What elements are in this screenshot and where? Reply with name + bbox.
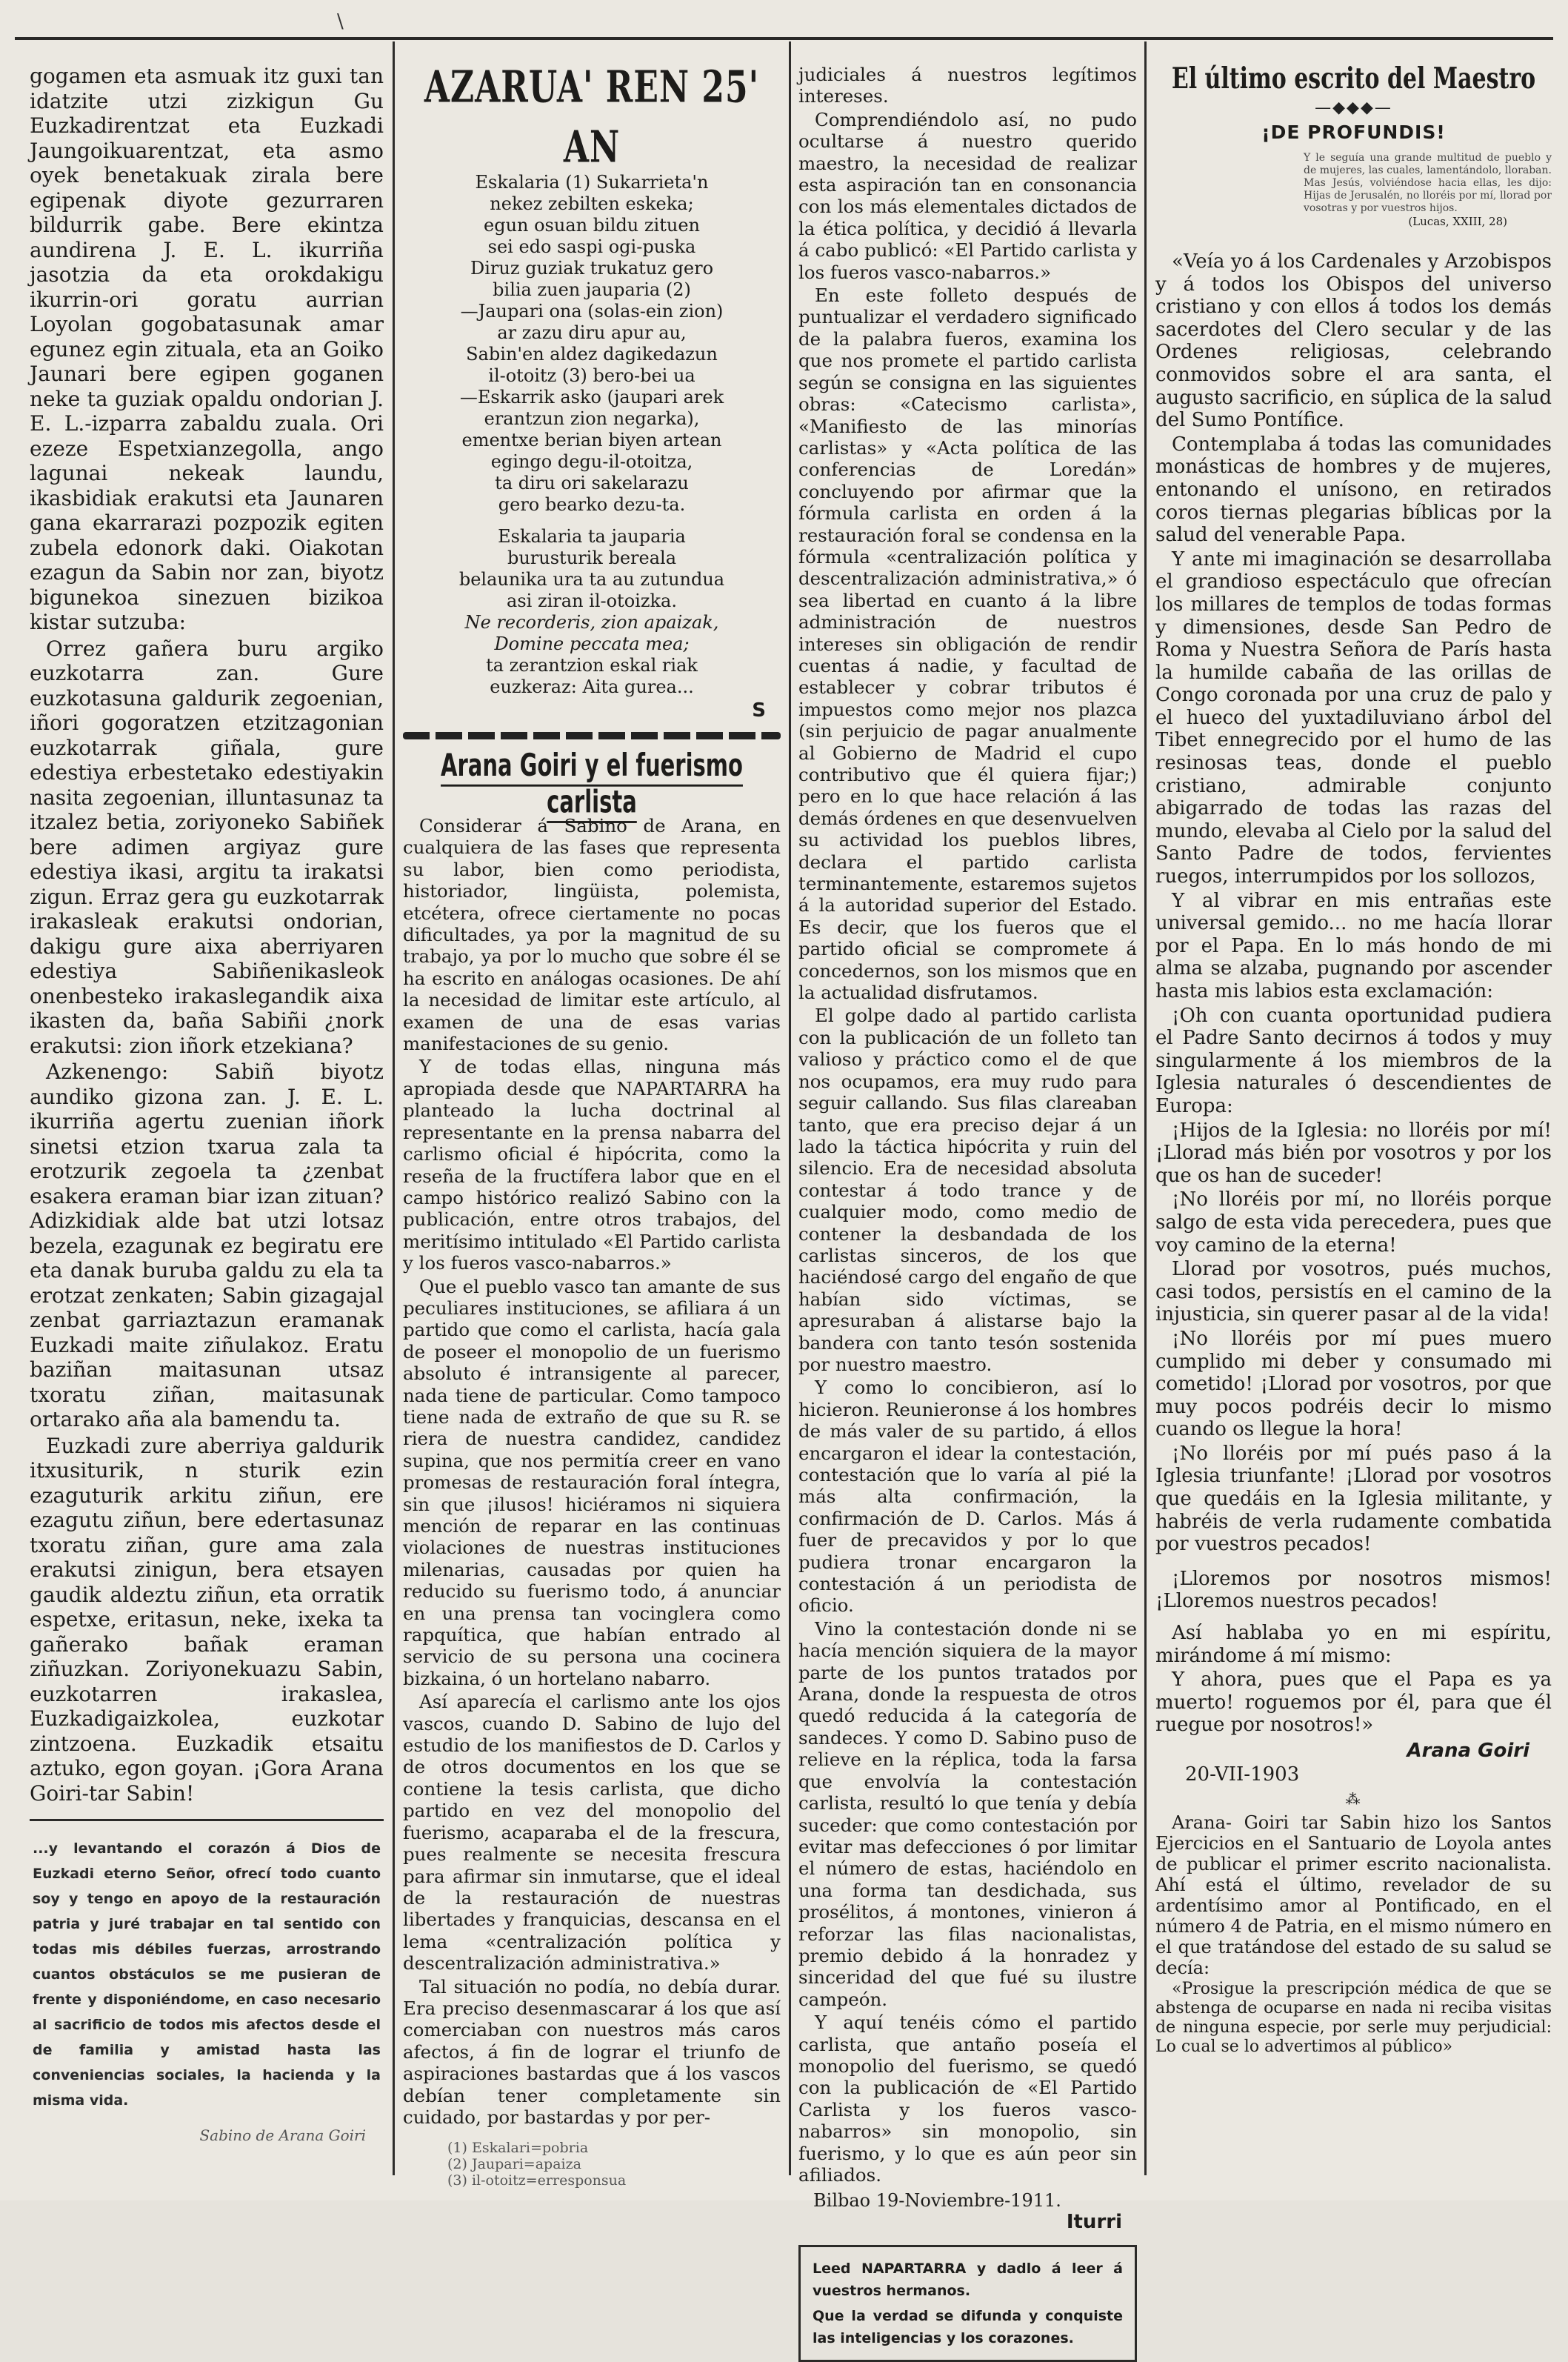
ornament: —◆◆◆— [1315,99,1392,117]
column-basque-article [30,64,384,2183]
article-paragraph: Contemplaba á todas las comunidades monásticas de hombres y de mujeres, entonando el unísono, en retirados coros tiernas plegarias bíblicas por la salud del venerable Papa. [1155,433,1552,547]
article-signature: Arana Goiri [1407,1740,1529,1762]
article-paragraph: Considerar á Sabino de Arana, en cualquiera de las fases que representa su labor, bien como periodista, historiador, lingüista, polemista, etcétera, ofrece ciertamente no pocas dificultades, ya por la magnitud de su trabajo, ya por lo mucho que sobre él se ha escrito en análogas ocasiones. De ahí la necesidad de limitar este artículo, al examen de una de esas varias manifestaciones de su genio. [403,815,781,1055]
article-paragraph: judiciales á nuestros legítimos intereses. [798,64,1137,107]
verse-line: Domine peccata mea; [494,633,690,654]
verse-line: Eskalaria ta jauparia [498,526,686,547]
quote-text: ...y levantando el corazón á Dios de Euzkadi eterno Señor, ofrecí todo cuanto soy y tengo en apoyo de la restauración patria y juré trabajar en tal sentido con todas mis débiles fuerzas, arrostrando cuantos obstáculos se me pusieran de frente y disponiéndome, en caso necesario al sacrificio de todos mis afectos desde el de familia y amistad hasta las conveniencias sociales, la hacienda y la misma vida. [33,1840,381,2109]
verse-line: belaunika ura ta au zutundua [458,569,725,590]
article-paragraph: «Veía yo á los Cardenales y Arzobispos y á todos los Obispos del universo cristiano y con ellos á todos los demás sacerdotes del Clero secular y de las Ordenes religiosas, celebrando conmovidos sobre el ara santa, el augusto sacrificio, en súplica de la salud del Sumo Pontífice. [1155,250,1552,432]
note-paragraph: Arana- Goiri tar Sabin hizo los Santos Ejercicios en el Santuario de Loyola antes de publicar el primer escrito nacionalista. Ahí está el último, revelador de su ardentísimo amor al Pontificado, en el número 4 de Patria, en el mismo número en el que tratándose del estado de su salud se decía: [1155,1812,1552,1978]
article-paragraph: ¡Hijos de la Iglesia: no lloréis por mí! ¡Llorad más bién por vosotros y por los que os han de suceder! [1155,1119,1552,1187]
footnote: (2) Jaupari=apaiza [447,2156,581,2173]
article-paragraph: El golpe dado al partido carlista con la publicación de un folleto tan valioso y práctico como el de que nos ocupamos, era muy rudo para seguir callando. Sus filas clareaban tanto, que era preciso dejar á un lado la táctica hipócrita y ruin del silencio. Era de necesidad absoluta contestar á todo trance y de cualquier modo, como medio de contener la desbandada de los carlistas sinceros, de los que haciéndosé cargo del engaño de que habían sido víctimas, se apresuraban á alistarse bajo la bandera con tanto tesón sostenida por nuestro maestro. [798,1005,1137,1375]
verse-line: Sabin'en aldez dagikedazun [466,344,718,365]
column-rule [789,41,791,2175]
promo-box [798,2245,1137,2362]
verse-line: egingo degu-il-otoitza, [490,451,693,472]
article-paragraph: Y de todas ellas, ninguna más apropiada desde que NAPARTARRA ha planteado la lucha doctrinal al representante en la prensa nabarra del carlismo oficial é hipócrita, como la reseña de la fructífera labor que en el campo histórico realizó Sabino con la publicación, entre otros trabajos, del meritísimo intitulado «El Partido carlista y los fueros vasco-nabarros.» [403,1056,781,1274]
quote-box [30,1833,384,2147]
article-paragraph: Euzkadi zure aberriya galdurik itxusiturik, n sturik ezin ezaguturik arkitu ziñun, ere ezagutu ziñun, bere edertasunaz txoratu ziñan, gure ama zala erakutsi zinigun, bera etsayen gaudik aldeztu ziñun, eta orratik espetxe, eritasun, neke, ixeka ta gañerako bañak eraman ziñuzkan. Zoriyonekuazu Sabin, euzkotarren irakaslea, Euzkadigaizkolea, euzkotar zintzoena. Euzkadik etsaitu aztuko, egon goyan. ¡Gora Arana Goiri-tar Sabin! [30,1433,384,1806]
promo-line: Leed NAPARTARRA y dadlo á leer á vuestros hermanos. [813,2260,1123,2300]
verse-line: Eskalaria (1) Sukarrieta'n [475,172,709,193]
article-paragraph: ¡No lloréis por mí pues muero cumplido mi deber y consumado mi cometido! ¡Llorad por vosotros, por que muy pocos podréis decir lo mismo cuando os llegue la hora! [1155,1327,1552,1441]
verse-line: erantzun zion negarka), [484,408,700,429]
verse-line: ementxe berian biyen artean [461,430,722,450]
article-paragraph: Y al vibrar en mis entrañas este universal gemido... no me hacía llorar por el Papa. En lo más hondo de mi alma se alzaba, pugnando por ascender hasta mis labios esta exclamación: [1155,889,1552,1002]
verse-line: il-otoitz (3) bero-bei ua [488,365,695,386]
footnote: (3) il-otoitz=erresponsua [447,2172,627,2189]
article-paragraph: ¡Lloremos por nosotros mismos! ¡Lloremos nuestros pecados! [1155,1567,1552,1613]
article-signature: Iturri [1066,2211,1122,2234]
article-paragraph: ¡No lloréis por mí, no lloréis porque salgo de esta vida perecedera, pues que voy camino de la eterna! [1155,1188,1552,1257]
verse-line: burusturik bereala [507,548,677,568]
article-title: Arana Goiri y el fuerismo carlista [441,747,743,820]
article-paragraph: Y ante mi imaginación se desarrollaba el grandioso espectáculo que ofrecían los millares de templos de todas formas y dimensiones, desde San Pedro de Roma y Nuestra Señora de París hasta la humilde cabaña de las orillas de Congo coronada por una cruz de palo y el hueco del yuxtadiluviano árbol del Tibet ennegrecido por el humo de las resinosas teas, donde el pueblo cristiano, admirable conjunto abigarrado de todas las razas del mundo, elevaba al Cielo por la salud del Santo Padre de todos, fervientes ruegos, interrumpidos por los sollozos, [1155,548,1552,888]
article-paragraph: Llorad por vosotros, pués muchos, casi todos, persistís en el camino de la injusticia, sin querer pasar al de la vida! [1155,1258,1552,1326]
column-article-continued [798,64,1137,2347]
note-paragraph: «Prosigue la prescripción médica de que se abstenga de ocuparse en nada ni reciba visitas de ninguna especie, por serle muy perjudicial: Lo cual se lo advertimos al público» [1155,1980,1552,2056]
header-mark: \ [337,10,344,33]
footnotes [403,2140,781,2189]
article-paragraph: Tal situación no podía, no debía durar. Era preciso desenmascarar á los que así comerciaban con nuestros más caros afectos, á fin de lograr el triunfo de aspiraciones bastardas que á los vascos debían tener completamente sin cuidado, por bastardas y por per- [403,1975,781,2128]
verse-line: —Jaupari ona (solas-ein zion) [460,301,724,322]
article-paragraph: Así aparecía el carlismo ante los ojos vascos, cuando D. Sabino de lujo del estudio de los manifiestos de D. Carlos y de otros documentos en los que se contiene la tesis carlista, que dicho partido en vez del monopolio del fuerismo, acaparaba el de la frescura, pues realmente se necesita frescura para afirmar sin inmutarse, que el ideal de la restauración de nuestras libertades y franquicias, descansa en el lema «centralización política y descentralización administrativa.» [403,1691,781,1975]
article-paragraph: Vino la contestación donde ni se hacía mención siquiera de la mayor parte de los puntos tratados por Arana, donde la respuesta de otros quedó reducida á la categoría de sandeces. Y como D. Sabino puso de relieve en la réplica, toda la farsa que envolvía la contestación carlista, resultó lo que tenía y debía suceder: que como contestación por evitar mas defecciones ó por limitar el número de estas, haciéndolo en una forma tan desdichada, sus prosélitos, á montones, vinieron á reforzar las filas nacionalistas, premio debido á la honradez y sinceridad del que fué su ilustre campeón. [798,1617,1137,2010]
verse-line: Ne recorderis, zion apaizak, [464,612,719,633]
poem-verses [403,526,781,698]
top-rule [15,37,1553,40]
verse-line: egun osuan bildu zituen [484,215,700,236]
article-paragraph: Y aquí tenéis cómo el partido carlista, que antaño poseía el monopolio del fuerismo, se quedó con la publicación de «El Partido Carlista y los fueros vasco-nabarros» sin monopolio, sin fuerismo, y lo que es aún peor sin afiliados. [798,2012,1137,2186]
article-date: 20-VII-1903 [1185,1763,1300,1786]
verse-line: gero bearko dezu-ta. [498,494,686,515]
verse-line: ta diru ori sakelarazu [495,473,689,493]
column-rule [1144,41,1147,2175]
promo-line: Que la verdad se difunda y conquiste las inteligencias y los corazones. [813,2308,1123,2347]
verse-line: ta zerantzion eskal riak [486,655,698,676]
poem-title: AZARUA' REN 25' AN [424,61,760,173]
article-paragraph: Comprendiéndolo así, no pudo ocultarse á nuestro querido maestro, la necesidad de realizar esta aspiración tan en consonancia con los más elementales dictados de la ética política, y decidió á llevarla á cabo publicó: «El Partido carlista y los fueros vasco-nabarros.» [798,108,1137,283]
article-paragraph: ¡No lloréis por mí pués paso á la Iglesia triunfante! ¡Llorad por vosotros que quedáis en la Iglesia militante, y habréis de verla rudamente combatida por vuestros pecados! [1155,1442,1552,1556]
epigraph-text: Y le seguía una grande multitud de pueblo y de mujeres, las cuales, lamentándolo, lloraban. Mas Jesús, volviéndose hacia ellas, les dijo: Hijas de Jerusalén, no lloréis por mí, llorad por vosotras y por vuestros hijos. [1304,152,1552,214]
verse-line: —Eskarrik asko (jaupari arek [459,387,724,407]
quote-signature: Sabino de Arana Goiri [199,2126,366,2144]
verse-line: nekez zebilten eskeka; [490,193,694,214]
verse-line: ar zazu diru apur au, [497,322,687,343]
article-paragraph: Orrez gañera buru argiko euzkotarra zan. Gure euzkotasuna galdurik zegoenian, iñori gogoratzen etzitzagonian euzkotarrak giñala, gure edestiya erbestetako edestiyakin nasita zegoenian, illuntasunaz ta itzalez betia, zoriyoneko Sabiñek bere adimen argiyaz gure edestiya ikasi, argitu ta irakatsi zigun. Erraz gera gu euzkotarrak irakasleak erakutsi ondorian, dakigu gure aixa aberriyaren edestiya Sabiñenikasleok onenbesteko irakaslegandik aixa ikasten da, baña Sabiñi ¿nork erakutsi: zion iñork etzekiana? [30,636,384,1058]
ornament: ⁂ [1345,1790,1362,1808]
epigraph [1304,152,1552,228]
verse-line: euzkeraz: Aita gurea... [490,676,694,697]
poem-signature: S [752,699,766,722]
ornamental-rule [403,732,781,739]
verse-line: asi ziran il-otoizka. [507,590,677,611]
poem-verses [403,172,781,516]
divider [30,1819,384,1821]
footnote: (1) Eskalari=pobria [447,2140,589,2157]
epigraph-reference: (Lucas, XXIII, 28) [1408,215,1507,228]
dateline: Bilbao 19-Noviembre-1911. [813,2190,1061,2212]
column-poem-and-article [403,58,781,2189]
article-paragraph: Así hablaba yo en mi espíritu, mirándome á mí mismo: [1155,1622,1552,1667]
verse-line: sei edo saspi ogi-puska [487,236,696,257]
article-paragraph: Y como lo concibieron, así lo hicieron. Reunieronse á los hombres de más valer de su partido, á ellos encargaron el idear la contestación, contestación que lo varía al pié la más alta confirmación, la confirmación de D. Carlos. Más á fuer de precavidos y por lo que pudiera tronar encargaron la contestación á un periodista de oficio. [798,1377,1137,1617]
column-last-writing [1155,62,1552,2181]
article-title: El último escrito del Maestro [1171,62,1536,96]
article-paragraph: gogamen eta asmuak itz guxi tan idatzite utzi zizkigun Gu Euzkadirentzat eta Euzkadi Jaungoikuarentzat, eta asmo oyek benetakuak zirala bere egipenak diyote gezurraren bildurrik gabe. Bere ekintza aundirena J. E. L. ikurriña jasotzia da eta orokdakigu ikurrin-ori goratu aurrian Loyolan gogobatasunak amar egunez egin zituala, eta an Goiko Jaunari bere egipen goganen neke ta guziak opaldu ondorian J. E. L.-izparra zabaldu zuala. Ori ezeze Espetxianzegolla, ango lagunai nekeak laundu, ikasbidiak erakutsi eta Jaunaren gana ekarrarazi pozpozik egiten zubela edonork daki. Oiakotan ezagun da Sabin nor zan, biyotz bigunekoa sinezuen bizikoa kistar sutzuba: [30,64,384,634]
article-paragraph: Y ahora, pues que el Papa es ya muerto! roguemos por él, para que él ruegue por nosotros!» [1155,1669,1552,1737]
verse-line: Diruz guziak trukatuz gero [470,258,714,279]
column-rule [393,41,395,2175]
article-subtitle: ¡DE PROFUNDIS! [1261,122,1446,143]
article-paragraph: ¡Oh con cuanta oportunidad pudiera el Padre Santo decirnos á todos y muy singularmente á los miembros de la Iglesia naturales ó descendientes de Europa: [1155,1004,1552,1117]
verse-line: bilia zuen jauparia (2) [493,279,691,300]
article-paragraph: En este folleto después de puntualizar el verdadero significado de la palabra fueros, examina los que nos promete el partido carlista según se consigna en las siguientes obras: «Catecismo carlista», «Manifiesto de las minorías carlistas» y «Acta política de las conferencias de Loredán» concluyendo por afirmar que la fórmula carlista en orden á la restauración foral se condensa en la fórmula «centralización política y descentralización administrativa,» ó sea libertad en cuanto á la libre administración de nuestros intereses sin obligación de rendir cuentas á nadie, y facultad de establecer y cobrar tributos é impuestos como mejor nos plazca (sin perjuicio de pagar anualmente al Gobierno de Madrid el cupo contributivo que él quiera fijar;) pero en lo que hace relación á las demás órdenes en que desenvuelven su actividad los pueblos libres, declara el partido carlista terminantemente, estaremos sujetos á la autoridad superior del Estado. Es decir, que los fueros que el partido oficial se compromete á concedernos, son los mismos que en la actualidad disfrutamos. [798,285,1137,1004]
article-paragraph: Azkenengo: Sabiñ biyotz aundiko gizona zan. J. E. L. ikurriña agertu zuenian iñork sinetsi etzion txarua zala ta erotzurik zegoela ta ¿zenbat esakera eraman biar izan zituan? Adizkidiak alde bat utzi lotsaz bezela, ezagunak ez begiratu ere eta danak buruba galdu zu ela ta erotzat zenkaten; Sabin gizagajal zenbat garriaztazun eramanak Euzkadi maite ziñulakoz. Eratu baziñan maitasunan utsaz txoratu ziñan, maitasunak ortarako aña ala bamendu ta. [30,1059,384,1431]
article-paragraph: Que el pueblo vasco tan amante de sus peculiares instituciones, se afiliara á un partido que como el carlista, hacía gala de poseer el monopolio de un fuerismo absoluto é intransigente al parecer, nada tiene de particular. Como tampoco tiene nada de extraño de que su R. se riera de nuestra candidez, candidez supina, que nos permitía creer en vano promesas de restauración foral íntegra, sin que ¡ilusos! hiciéramos ni siquiera mención de reparar en las continuas violaciones de nuestras instituciones milenarias, causadas por quien ha reducido su fuerismo todo, á anunciar en una prensa tan vocinglera como rapquítica, que habían entrado al servicio de su persona una cocinera bizkaina, ó un hortelano nabarro. [403,1275,781,1689]
